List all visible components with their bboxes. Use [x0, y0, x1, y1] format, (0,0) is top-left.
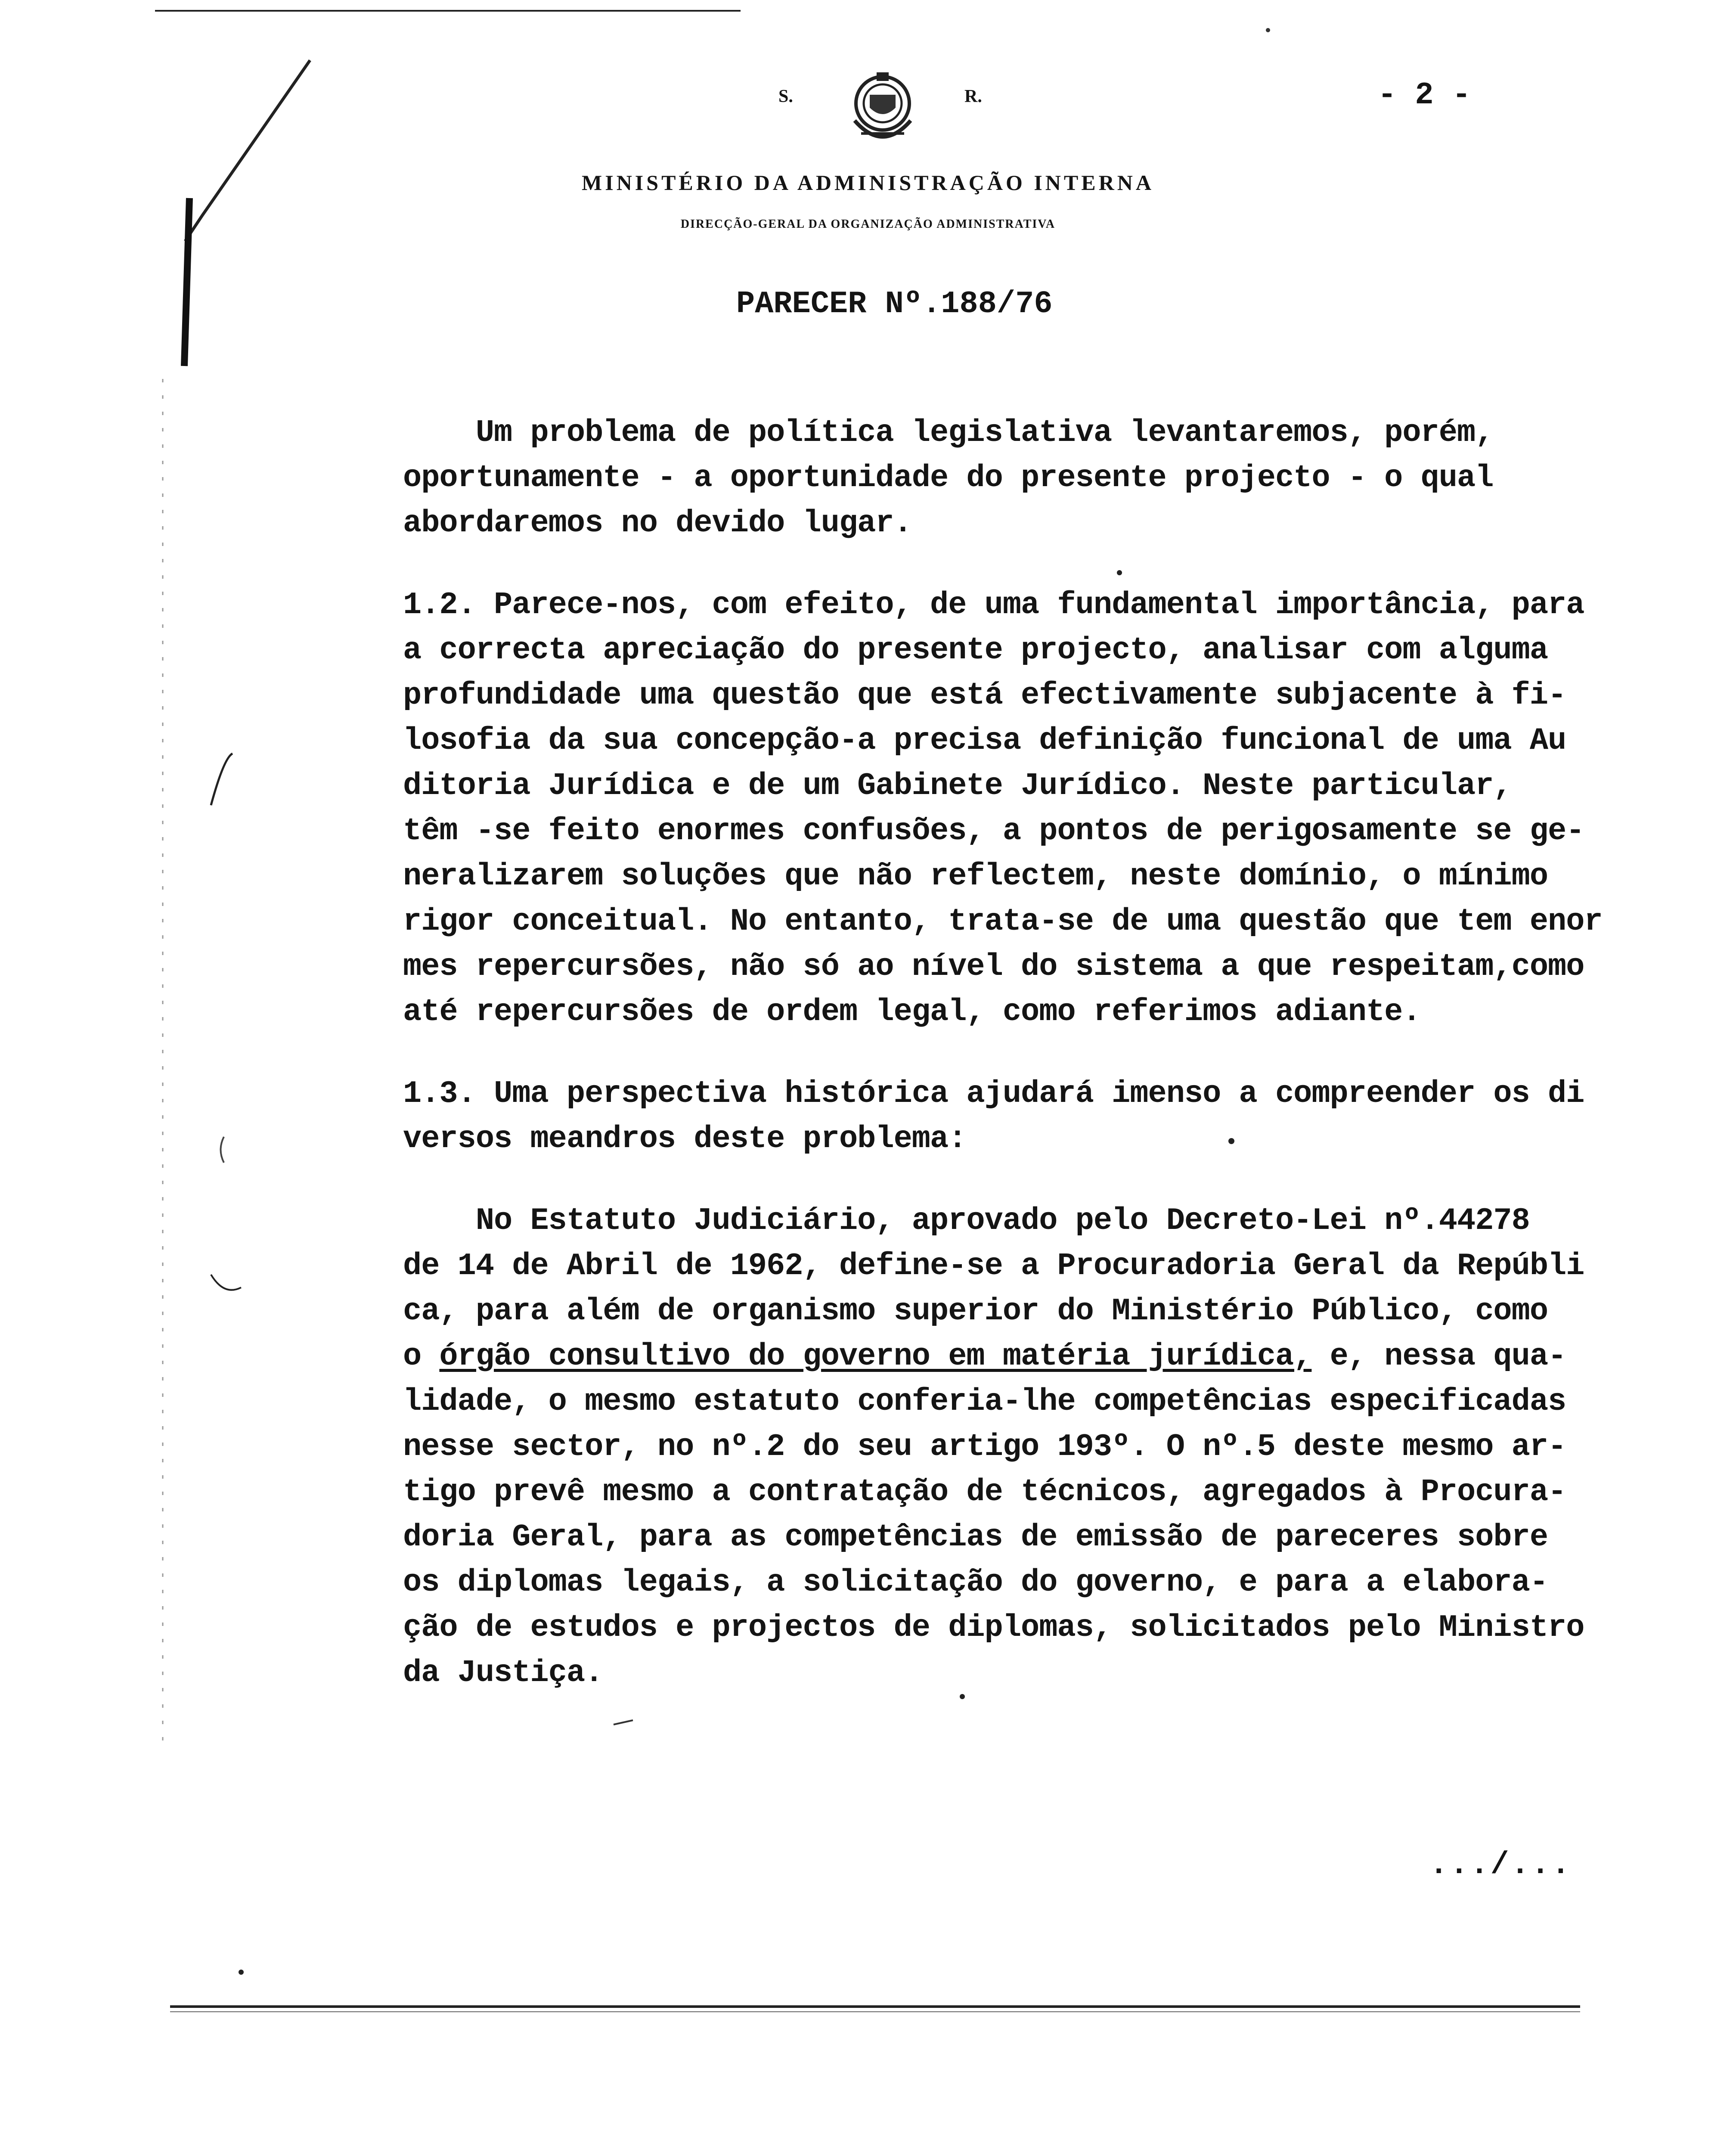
- margin-stroke: [185, 60, 310, 241]
- text-line: a correcta apreciação do presente projecto, analisar com alguma: [403, 633, 1548, 668]
- text-line: os diplomas legais, a solicitação do governo, e para a elabora-: [403, 1565, 1548, 1600]
- text-segment: o: [403, 1339, 440, 1374]
- text-line: versos meandros deste problema:: [403, 1121, 967, 1157]
- text-line: neralizarem soluções que não reflectem, neste domínio, o mínimo: [403, 859, 1548, 894]
- header-left-initial: S.: [778, 87, 793, 106]
- text-line: têm -se feito enormes confusões, a pontos de perigosamente se ge-: [403, 813, 1584, 849]
- text-line-with-underline: [403, 1335, 1566, 1378]
- text-line: losofia da sua concepção-a precisa definição funcional de uma Au: [403, 723, 1566, 758]
- text-line: ca, para além de organismo superior do Ministério Público, como: [403, 1294, 1548, 1329]
- text-line: nesse sector, no nº.2 do seu artigo 193º. O nº.5 deste mesmo ar-: [403, 1429, 1566, 1464]
- text-line: abordaremos no devido lugar.: [403, 506, 912, 541]
- underlined-phrase: órgão consultivo do governo em matéria jurídica,: [439, 1339, 1312, 1374]
- opinion-title: PARECER Nº.188/76: [736, 286, 1053, 322]
- continuation-marker: .../...: [1429, 1847, 1572, 1883]
- direction-name: DIRECÇÃO-GERAL DA ORGANIZAÇÃO ADMINISTRATIVA: [680, 217, 1056, 231]
- text-line: lidade, o mesmo estatuto conferia-lhe competências especificadas: [403, 1384, 1566, 1419]
- ministry-name: MINISTÉRIO DA ADMINISTRAÇÃO INTERNA: [582, 171, 1154, 195]
- coat-of-arms-seal: [831, 60, 934, 164]
- speck: [1117, 570, 1122, 575]
- margin-mark: [211, 1275, 241, 1290]
- text-line: profundidade uma questão que está efectivamente subjacente à fi-: [403, 678, 1566, 713]
- text-line: Um problema de política legislativa levantaremos, porém,: [403, 415, 1494, 450]
- text-line: mes repercursões, não só ao nível do sistema a que respeitam,como: [403, 949, 1584, 984]
- text-line: No Estatuto Judiciário, aprovado pelo Decreto-Lei nº.44278: [403, 1203, 1530, 1238]
- text-line: ditoria Jurídica e de um Gabinete Jurídico. Neste particular,: [403, 768, 1512, 803]
- header-right-initial: R.: [964, 87, 982, 106]
- text-line: rigor conceitual. No entanto, trata-se de uma questão que tem enor: [403, 904, 1603, 939]
- text-line: tigo prevê mesmo a contratação de técnicos, agregados à Procura-: [403, 1474, 1566, 1510]
- text-line: de 14 de Abril de 1962, define-se a Procuradoria Geral da Repúbli: [403, 1248, 1584, 1284]
- text-line: 1.2. Parece-nos, com efeito, de uma fundamental importância, para: [403, 587, 1584, 623]
- speck: [960, 1694, 965, 1699]
- text-line: 1.3. Uma perspectiva histórica ajudará imenso a compreender os di: [403, 1076, 1584, 1111]
- text-line: ção de estudos e projectos de diplomas, solicitados pelo Ministro: [403, 1610, 1584, 1645]
- text-line: oportunamente - a oportunidade do presente projecto - o qual: [403, 460, 1494, 496]
- speck: [1266, 28, 1270, 32]
- speck: [1228, 1138, 1234, 1144]
- text-line: doria Geral, para as competências de emissão de pareceres sobre: [403, 1520, 1548, 1555]
- text-line: até repercursões de ordem legal, como referimos adiante.: [403, 994, 1421, 1030]
- speck: [614, 1720, 633, 1725]
- text-line: da Justiça.: [403, 1655, 603, 1691]
- text-segment: e, nessa qua-: [1311, 1339, 1566, 1374]
- margin-mark: [211, 754, 232, 805]
- speck: [239, 1970, 244, 1975]
- margin-mark: [221, 1137, 224, 1163]
- page-number: - 2 -: [1378, 78, 1471, 113]
